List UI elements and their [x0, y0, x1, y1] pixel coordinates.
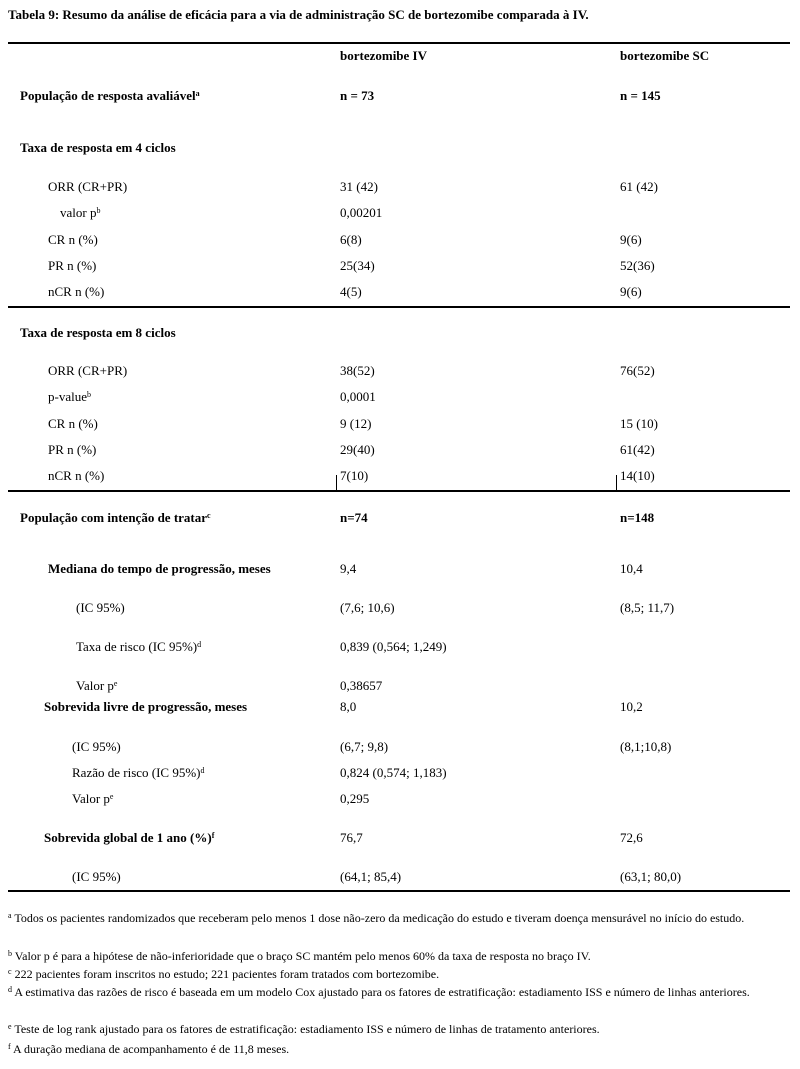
cell-p-value-8-iv: 0,0001 [340, 389, 376, 404]
section-divider-4-cycles [8, 306, 790, 308]
row-label-pr-4: PR n (%) [48, 258, 97, 273]
cell-os-sc: 72,6 [620, 830, 643, 845]
cell-pr-8-iv: 29(40) [340, 442, 375, 457]
cell-ttp-sc: 10,4 [620, 561, 643, 576]
cell-pr-8-sc: 61(42) [620, 442, 655, 457]
column-header-sc: bortezomibe SC [620, 48, 710, 63]
row-label-evaluable-population: População de resposta avaliável$^a$ [20, 88, 200, 103]
cell-cr-4-sc: 9(6) [620, 232, 642, 247]
cell-pfs-p-value-iv: 0,295 [340, 791, 370, 806]
row-label-cr-8: CR n (%) [48, 416, 98, 431]
column-header-iv: bortezomibe IV [340, 48, 428, 63]
row-label-pr-8: PR n (%) [48, 442, 97, 457]
cell-orr-4-iv: 31 (42) [340, 179, 378, 194]
row-label-p-value-4: valor $p^b$ [60, 205, 101, 220]
row-label-pfs: Sobrevida livre de progressão, meses [44, 699, 248, 714]
row-label-ttp-ci: (IC 95%) [76, 600, 125, 615]
footnote-b: $^b$ Valor p é para a hipótese de não-inferioridade que o braço SC mantém pelo menos 60% da taxa de resposta no braço IV. [8, 949, 591, 963]
cell-pr-4-iv: 25(34) [340, 258, 375, 273]
column-divider-sc [616, 475, 617, 491]
cell-ttp-ci-sc: (8,5; 11,7) [620, 600, 675, 615]
cell-ttp-ci-iv: (7,6; 10,6) [340, 600, 395, 615]
cell-ttp-hazard-ratio-iv: 0,839 (0,564; 1,249) [340, 639, 447, 654]
cell-os-ci-sc: (63,1; 80,0) [620, 869, 682, 884]
row-label-ttp: Mediana do tempo de progressão, meses [48, 561, 271, 576]
row-label-pfs-p-value: Valor $p^e$ [72, 791, 114, 806]
cell-pfs-iv: 8,0 [340, 699, 357, 714]
cell-ttp-p-value-iv: 0,38657 [340, 678, 383, 693]
table-top-rule [8, 42, 790, 44]
footnote-f: $^f$ A duração mediana de acompanhamento é de 11,8 meses. [8, 1042, 290, 1056]
footnote-c: $^c$ 222 pacientes foram inscritos no estudo; 221 pacientes foram tratados com bortezomibe. [8, 967, 440, 981]
row-label-pfs-ci: (IC 95%) [72, 739, 121, 754]
cell-ncr-4-iv: 4(5) [340, 284, 362, 299]
table-title: Tabela 9: Resumo da análise de eficácia para a via de administração SC de bortezomibe comparada à IV. [8, 7, 589, 22]
cell-orr-4-sc: 61 (42) [620, 179, 658, 194]
row-label-itt-population: População com intenção de tratar$^c$ [20, 510, 211, 525]
section-header-4-cycles: Taxa de resposta em 4 ciclos [20, 140, 176, 155]
column-divider-iv [336, 475, 337, 491]
cell-itt-sc: n=148 [620, 510, 655, 525]
cell-p-value-4-iv: 0,00201 [340, 205, 383, 220]
section-header-8-cycles: Taxa de resposta em 8 ciclos [20, 325, 176, 340]
row-label-orr-8: ORR (CR+PR) [48, 363, 128, 378]
footnote-a: $^a$ Todos os pacientes randomizados que receberam pelo menos 1 dose não-zero da medicação do estudo e tiveram doença mensurável no início do estudo. [8, 911, 745, 925]
cell-ncr-8-iv: 7(10) [340, 468, 369, 483]
cell-pfs-sc: 10,2 [620, 699, 643, 714]
cell-pr-4-sc: 52(36) [620, 258, 655, 273]
cell-itt-iv: n=74 [340, 510, 368, 525]
row-label-orr-4: ORR (CR+PR) [48, 179, 128, 194]
row-label-ncr-4: nCR n (%) [48, 284, 105, 299]
cell-pfs-ci-iv: (6,7; 9,8) [340, 739, 389, 754]
section-divider-8-cycles [8, 490, 790, 492]
table-bottom-rule [8, 890, 790, 892]
row-label-p-value-8: p-value$^b$ [48, 389, 91, 404]
row-label-os-ci: (IC 95%) [72, 869, 121, 884]
cell-evaluable-sc: n = 145 [620, 88, 661, 103]
row-label-ttp-hazard-ratio: Taxa de risco (IC 95%)$^d$ [76, 639, 202, 654]
cell-ncr-4-sc: 9(6) [620, 284, 642, 299]
cell-cr-8-iv: 9 (12) [340, 416, 372, 431]
cell-os-ci-iv: (64,1; 85,4) [340, 869, 402, 884]
cell-evaluable-iv: n = 73 [340, 88, 375, 103]
cell-ncr-8-sc: 14(10) [620, 468, 655, 483]
row-label-cr-4: CR n (%) [48, 232, 98, 247]
footnote-e: $^e$ Teste de log rank ajustado para os fatores de estratificação: estadiamento ISS e número de linhas de tratamento anteriores. [8, 1022, 600, 1036]
cell-os-iv: 76,7 [340, 830, 363, 845]
cell-pfs-ci-sc: (8,1;10,8) [620, 739, 672, 754]
row-label-overall-survival: Sobrevida global de 1 ano (%)$^f$ [44, 830, 215, 845]
cell-orr-8-iv: 38(52) [340, 363, 375, 378]
cell-ttp-iv: 9,4 [340, 561, 357, 576]
footnote-d: $^d$ A estimativa das razões de risco é baseada em um modelo Cox ajustado para os fatores de estratificação: estadiamento ISS e número de linhas anteriores. [8, 985, 750, 999]
row-label-pfs-hazard-ratio: Razão de risco (IC 95%)$^d$ [72, 765, 205, 780]
cell-pfs-hazard-ratio-iv: 0,824 (0,574; 1,183) [340, 765, 447, 780]
cell-cr-4-iv: 6(8) [340, 232, 362, 247]
row-label-ttp-p-value: Valor $p^e$ [76, 678, 118, 693]
cell-orr-8-sc: 76(52) [620, 363, 655, 378]
row-label-ncr-8: nCR n (%) [48, 468, 105, 483]
cell-cr-8-sc: 15 (10) [620, 416, 658, 431]
